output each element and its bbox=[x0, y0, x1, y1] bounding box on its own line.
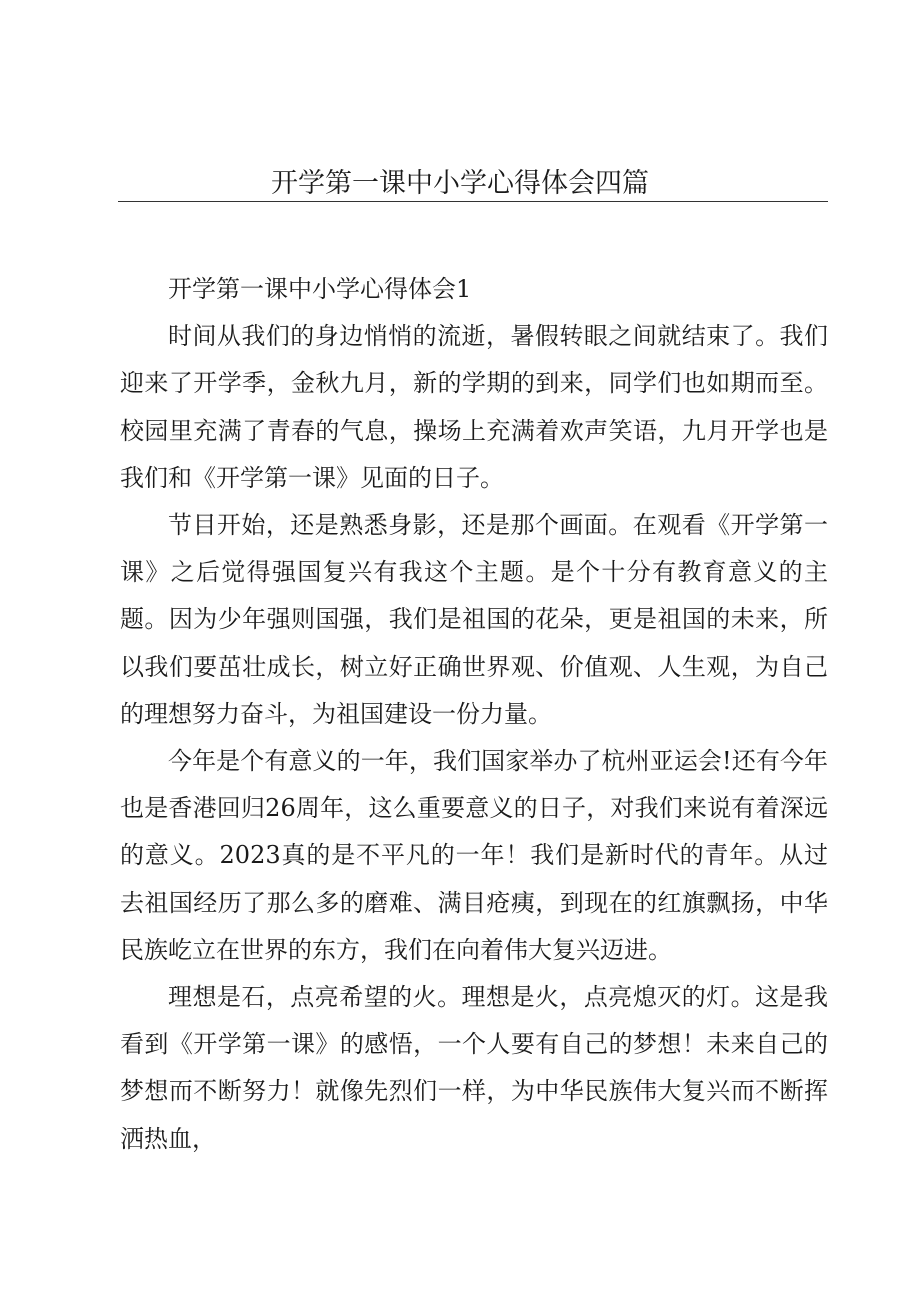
document-body bbox=[120, 266, 828, 1163]
paragraph-1: 时间从我们的身边悄悄的流逝，暑假转眼之间就结束了。我们迎来了开学季，金秋九月，新的学期的到来，同学们也如期而至。校园里充满了青春的气息，操场上充满着欢声笑语，九月开学也是我们和《开学第一课》见面的日子。 bbox=[120, 322, 828, 492]
title-underline bbox=[118, 201, 828, 202]
section-heading: 开学第一课中小学心得体会1 bbox=[168, 275, 472, 303]
document-title: 开学第一课中小学心得体会四篇 bbox=[271, 168, 649, 199]
paragraph-3: 今年是个有意义的一年，我们国家举办了杭州亚运会!还有今年也是香港回归26周年，这么重要意义的日子，对我们来说有着深远的意义。2023真的是不平凡的一年！我们是新时代的青年。从过去祖国经历了那么多的磨难、满目疮痍，到现在的红旗飘扬，中华民族屹立在世界的东方，我们在向着伟大复兴迈进。 bbox=[120, 747, 828, 964]
paragraph-2: 节目开始，还是熟悉身影，还是那个画面。在观看《开学第一课》之后觉得强国复兴有我这个主题。是个十分有教育意义的主题。因为少年强则国强，我们是祖国的花朵，更是祖国的未来，所以我们要茁壮成长，树立好正确世界观、价值观、人生观，为自己的理想努力奋斗，为祖国建设一份力量。 bbox=[120, 511, 828, 728]
paragraph-4: 理想是石，点亮希望的火。理想是火，点亮熄灭的灯。这是我看到《开学第一课》的感悟，一个人要有自己的梦想！未来自己的梦想而不断努力！就像先烈们一样，为中华民族伟大复兴而不断挥洒热血， bbox=[120, 983, 828, 1153]
